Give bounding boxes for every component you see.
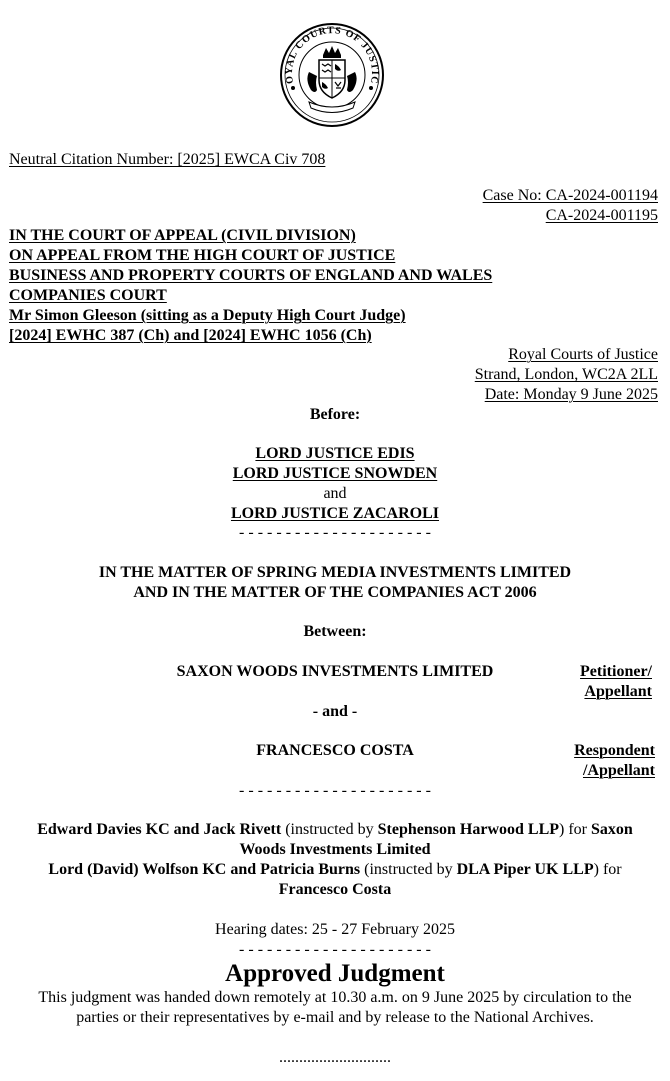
judgment-date: Date: Monday 9 June 2025: [484, 386, 658, 403]
counsel-line: [0, 820, 670, 840]
role-line: Petitioner/: [580, 663, 652, 680]
respondent-name: FRANCESCO COSTA: [256, 742, 414, 759]
court-line: ON APPEAL FROM THE HIGH COURT OF JUSTICE: [9, 247, 396, 264]
court-line: [2024] EWHC 387 (Ch) and [2024] EWHC 1056 (Ch): [9, 327, 372, 344]
matter-line: AND IN THE MATTER OF THE COMPANIES ACT 2006: [133, 584, 537, 601]
venue-line: Strand, London, WC2A 2LL: [474, 366, 658, 383]
venue-line: Royal Courts of Justice: [508, 346, 658, 363]
counsel-text: ) for: [593, 861, 622, 878]
court-line: COMPANIES COURT: [9, 287, 167, 304]
judges-and: and: [323, 485, 347, 502]
judge-name: LORD JUSTICE ZACAROLI: [230, 505, 440, 522]
case-number-1: Case No: CA-2024-001194: [482, 187, 658, 204]
handdown-notice: [0, 988, 670, 1028]
between-label: Between:: [303, 623, 367, 640]
role-line: /Appellant: [582, 762, 655, 779]
matter-heading: [0, 563, 670, 603]
counsel-line: [0, 860, 670, 880]
before-label: Before:: [309, 406, 361, 423]
court-line: BUSINESS AND PROPERTY COURTS OF ENGLAND AND WALES: [9, 267, 493, 284]
judges: [0, 444, 670, 524]
role-line: Respondent: [574, 742, 655, 759]
counsel-text: (instructed by: [360, 861, 457, 878]
separator: - - - - - - - - - - - - - - - - - - - - -: [239, 524, 431, 541]
solicitor-firm: DLA Piper UK LLP: [456, 861, 594, 878]
venue: [358, 345, 658, 405]
hearing-dates: Hearing dates: 25 - 27 February 2025: [215, 921, 455, 938]
judge-name: LORD JUSTICE EDIS: [255, 445, 415, 462]
handdown-line: parties or their representatives by e-mail and by release to the National Archives.: [76, 1009, 594, 1026]
royal-coat-of-arms-icon: [279, 22, 385, 128]
role-line: Appellant: [584, 683, 652, 700]
court-line: IN THE COURT OF APPEAL (CIVIL DIVISION): [9, 227, 356, 244]
royal-courts-seal: [279, 22, 385, 128]
petitioner-name: SAXON WOODS INVESTMENTS LIMITED: [176, 663, 494, 680]
separator: - - - - - - - - - - - - - - - - - - - - -: [239, 941, 431, 958]
counsel-names: Lord (David) Wolfson KC and Patricia Burns: [48, 861, 361, 878]
client-name: Saxon: [591, 821, 633, 838]
handdown-line: This judgment was handed down remotely at 10.30 a.m. on 9 June 2025 by circulation to the: [38, 989, 632, 1006]
counsel-names: Edward Davies KC and Jack Rivett: [37, 821, 282, 838]
case-numbers: [358, 186, 658, 226]
court-heading: [9, 226, 569, 346]
matter-line: IN THE MATTER OF SPRING MEDIA INVESTMENTS LIMITED: [98, 564, 572, 581]
court-line: Mr Simon Gleeson (sitting as a Deputy High Court Judge): [9, 307, 406, 324]
solicitor-firm: Stephenson Harwood LLP: [377, 821, 560, 838]
counsel-text: (instructed by: [281, 821, 378, 838]
judge-name: LORD JUSTICE SNOWDEN: [232, 465, 438, 482]
separator: - - - - - - - - - - - - - - - - - - - - -: [239, 782, 431, 799]
neutral-citation: Neutral Citation Number: [2025] EWCA Civ 708: [9, 151, 326, 168]
svg-text:ROYAL COURTS OF JUSTICE: OYAL COURTS OF JUSTIC: [283, 25, 381, 86]
judgment-title: Approved Judgment: [225, 960, 445, 987]
client-name: Francesco Costa: [278, 881, 392, 898]
counsel-text: ) for: [559, 821, 591, 838]
client-name: Woods Investments Limited: [239, 841, 431, 858]
petitioner-role: [532, 662, 652, 702]
respondent-role: [535, 741, 655, 781]
case-number-2: CA-2024-001195: [545, 207, 658, 224]
signature-line: ............................: [279, 1049, 391, 1066]
and-label: - and -: [312, 703, 358, 720]
counsel-block: [0, 820, 670, 900]
